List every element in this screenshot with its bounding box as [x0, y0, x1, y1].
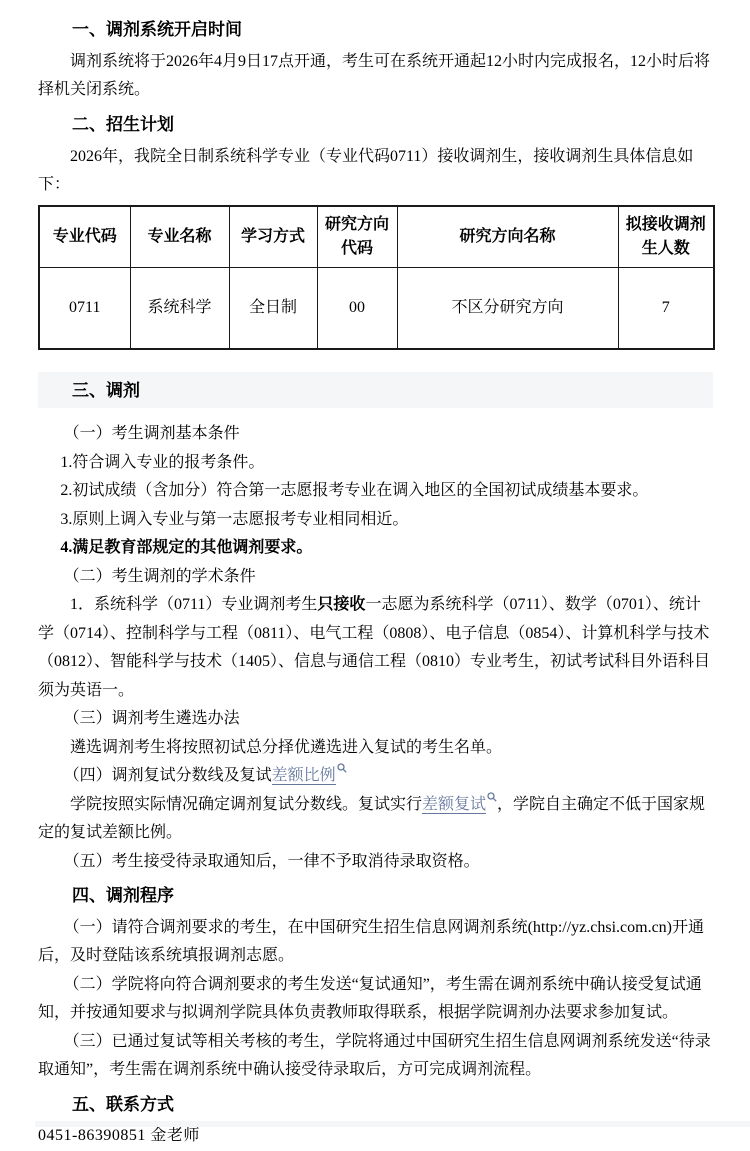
section4-heading: 四、调剂程序 [72, 885, 174, 905]
sub1-title: （一）考生调剂基本条件 [63, 425, 240, 443]
sub4-title [38, 762, 713, 790]
academic-condition-post: 一志愿为系统科学（0711）、数学（0701）、统计学（0714）、控制科学与工程（0811）、电气工程（0808）、电子信息（0854）、计算机科学与技术（0812）、智能科学与技术（1405）、信息与通信工程（0810）专业考生，初试考试科目外语科目须为英语一。 [38, 596, 711, 699]
col-header-direction-code: 研究方向代码 [317, 206, 397, 268]
differential-reexam-link-label: 差额复试 [422, 795, 487, 813]
col-header-major-code: 专业代码 [39, 206, 130, 268]
admission-plan-table [38, 205, 715, 350]
sub4-title-text: （四）调剂复试分数线及复试 [63, 767, 272, 785]
differential-reexam-dict-link[interactable] [422, 796, 486, 814]
section1-heading: 一、调剂系统开启时间 [72, 20, 242, 39]
section2-heading: 二、招生计划 [72, 114, 174, 134]
procedure-item: （一）请符合调剂要求的考生，在中国研究生招生信息网调剂系统(http://yz.chsi.com.cn)开通后，及时登陆该系统填报调剂志愿。 [38, 918, 705, 965]
section2-paragraph: 2026年，我院全日制系统科学专业（专业代码0711）接收调剂生，接收调剂生具体信息如下： [38, 147, 694, 193]
section3-heading-bar [38, 372, 713, 408]
sub3-title: （三）调剂考生遴选办法 [63, 710, 240, 728]
score-line-paragraph [38, 791, 713, 848]
quota-ratio-dict-link[interactable] [272, 767, 336, 785]
basic-condition-item: 1.符合调入专业的报考条件。 [60, 453, 265, 471]
cell-direction-name: 不区分研究方向 [397, 268, 618, 350]
col-header-direction-name: 研究方向名称 [397, 206, 618, 268]
col-header-study-mode: 学习方式 [229, 206, 317, 268]
bottom-partial-section-bar [35, 1121, 750, 1127]
col-header-planned-count: 拟接收调剂生人数 [618, 206, 714, 268]
academic-condition-emphasis: 只接收 [317, 596, 366, 614]
cell-major-code: 0711 [39, 268, 130, 350]
academic-condition-pre: 1．系统科学（0711）专业调剂考生 [70, 596, 318, 614]
contact-info: 0451-86390851 金老师 [38, 1127, 200, 1145]
sub2-title: （二）考生调剂的学术条件 [63, 567, 256, 585]
cell-major-name: 系统科学 [130, 268, 229, 350]
procedure-item: （三）已通过复试等相关考核的考生，学院将通过中国研究生招生信息网调剂系统发送“待录取通知”，考生需在调剂系统中确认接受待录取后，方可完成调剂流程。 [38, 1032, 711, 1079]
cell-direction-code: 00 [317, 268, 397, 350]
col-header-major-name: 专业名称 [130, 206, 229, 268]
quota-ratio-link-label: 差额比例 [271, 767, 336, 785]
score-line-post: ，学院自主确定不低于国家规定的复试差额比例。 [38, 795, 706, 842]
dict-search-icon[interactable] [337, 763, 347, 773]
section3-heading: 三、调剂 [72, 380, 140, 400]
dict-search-icon[interactable] [487, 792, 497, 802]
score-line-pre: 学院按照实际情况确定调剂复试分数线。复试实行 [70, 795, 423, 813]
cell-study-mode: 全日制 [229, 268, 317, 350]
basic-condition-item: 2.初试成绩（含加分）符合第一志愿报考专业在调入地区的全国初试成绩基本要求。 [60, 482, 649, 500]
section1-paragraph: 调剂系统将于2026年4月9日17点开通，考生可在系统开通起12小时内完成报名，12小时后将择机关闭系统。 [38, 52, 711, 99]
academic-condition-paragraph [38, 591, 713, 705]
selection-method-paragraph: 遴选调剂考生将按照初试总分择优遴选进入复试的考生名单。 [70, 738, 503, 756]
sub5-title: （五）考生接受待录取通知后，一律不予取消待录取资格。 [63, 852, 480, 870]
procedure-item: （二）学院将向符合调剂要求的考生发送“复试通知”，考生需在调剂系统中确认接受复试通知，并按通知要求与拟调剂学院具体负责教师取得联系，根据学院调剂办法要求参加复试。 [38, 975, 702, 1022]
basic-condition-item: 3.原则上调入专业与第一志愿报考专业相同相近。 [60, 510, 409, 528]
table-header-row [39, 206, 714, 268]
cell-planned-count: 7 [618, 268, 714, 350]
basic-condition-item-bold: 4.满足教育部规定的其他调剂要求。 [60, 539, 313, 557]
section5-heading: 五、联系方式 [72, 1094, 174, 1114]
table-row [39, 268, 714, 350]
